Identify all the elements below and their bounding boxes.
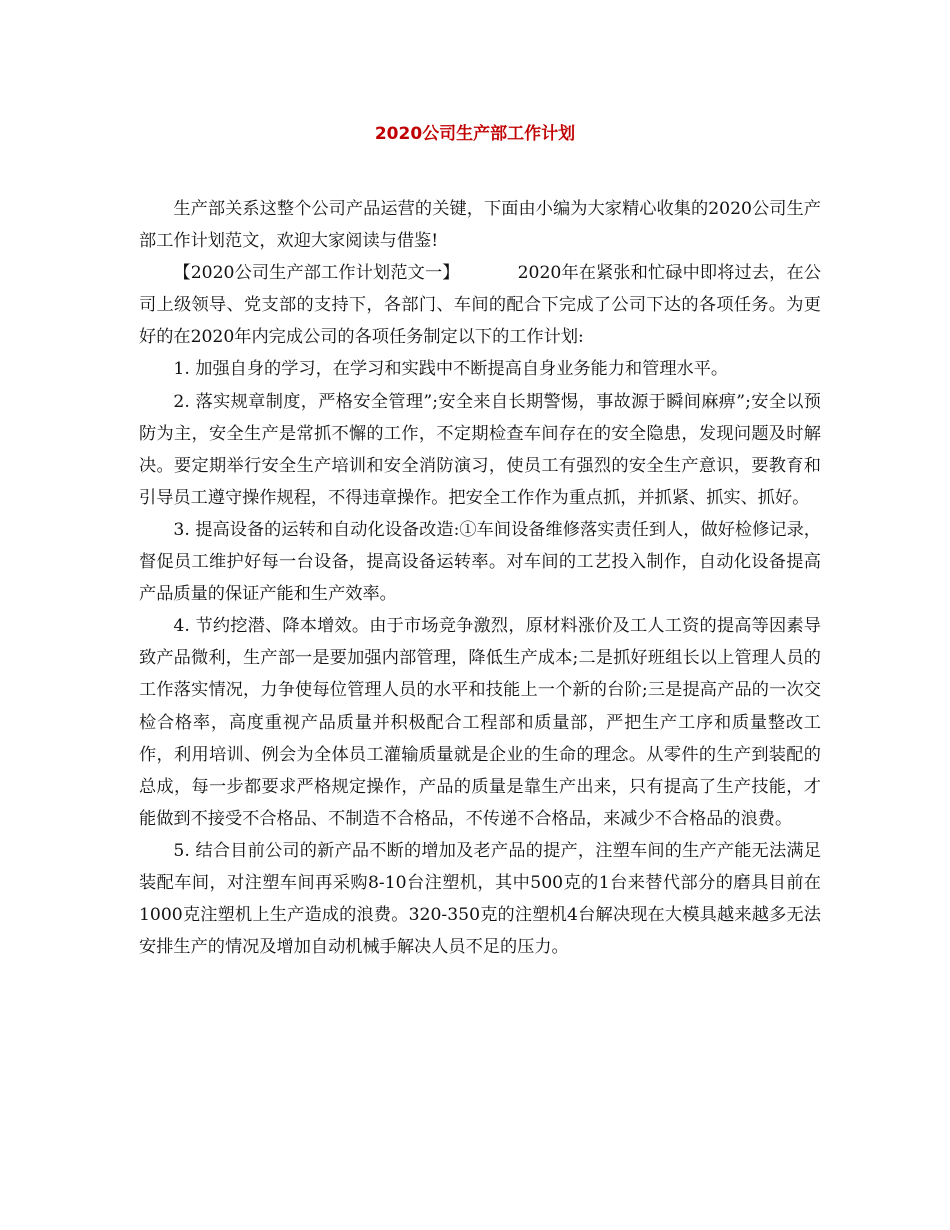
list-item-3: 3. 提高设备的运转和自动化设备改造:①车间设备维修落实责任到人，做好检修记录，督促员工维护好每一台设备，提高设备运转率。对车间的工艺投入制作，自动化设备提高产品质量的保证产能和生产效率。: [139, 519, 821, 605]
list-item-5: 5. 结合目前公司的新产品不断的增加及老产品的提产，注塑车间的生产产能无法满足装配车间，对注塑车间再采购8-10台注塑机，其中500克的1台来替代部分的磨具目前在1000克注塑机上生产造成的浪费。320-350克的注塑机4台解决现在大模具越来越多无法安排生产的情况及增加自动机械手解决人员不足的压力。: [139, 840, 821, 958]
section-intro: 2020年在紧张和忙碌中即将过去，在公司上级领导、党支部的支持下，各部门、车间的配合下完成了公司下达的各项任务。为更好的在2020年内完成公司的各项任务制定以下的工作计划:: [139, 263, 821, 348]
list-item-4: 4. 节约挖潜、降本增效。由于市场竞争激烈，原材料涨价及工人工资的提高等因素导致产品微利，生产部一是要加强内部管理，降低生产成本;二是抓好班组长以上管理人员的工作落实情况，力争使每位管理人员的水平和技能上一个新的台阶;三是提高产品的一次交检合格率，高度重视产品质量并积极配合工程部和质量部，严把生产工序和质量整改工作，利用培训、例会为全体员工灌输质量就是企业的生命的理念。从零件的生产到装配的总成，每一步都要求严格规定操作，产品的质量是靠生产出来，只有提高了生产技能，才能做到不接受不合格品、不制造不合格品，不传递不合格品，来减少不合格品的浪费。: [139, 616, 821, 829]
section-paragraph: [139, 257, 821, 353]
list-item-1: 1. 加强自身的学习，在学习和实践中不断提高自身业务能力和管理水平。: [173, 359, 729, 380]
intro-paragraph: 生产部关系这整个公司产品运营的关键，下面由小编为大家精心收集的2020公司生产部工作计划范文，欢迎大家阅读与借鉴!: [139, 199, 821, 252]
document-title: 2020公司生产部工作计划: [374, 124, 576, 144]
list-item-2: 2. 落实规章制度，严格安全管理”;安全来自长期警惕，事故源于瞬间麻痹”;安全以预防为主，安全生产是常抓不懈的工作，不定期检查车间存在的安全隐患，发现问题及时解决。要定期举行安全生产培训和安全消防演习，使员工有强烈的安全生产意识，要教育和引导员工遵守操作规程，不得违章操作。把安全工作作为重点抓，并抓紧、抓实、抓好。: [139, 391, 821, 508]
document-body: [139, 193, 821, 963]
section-heading: 【2020公司生产部工作计划范文一】: [173, 263, 460, 284]
